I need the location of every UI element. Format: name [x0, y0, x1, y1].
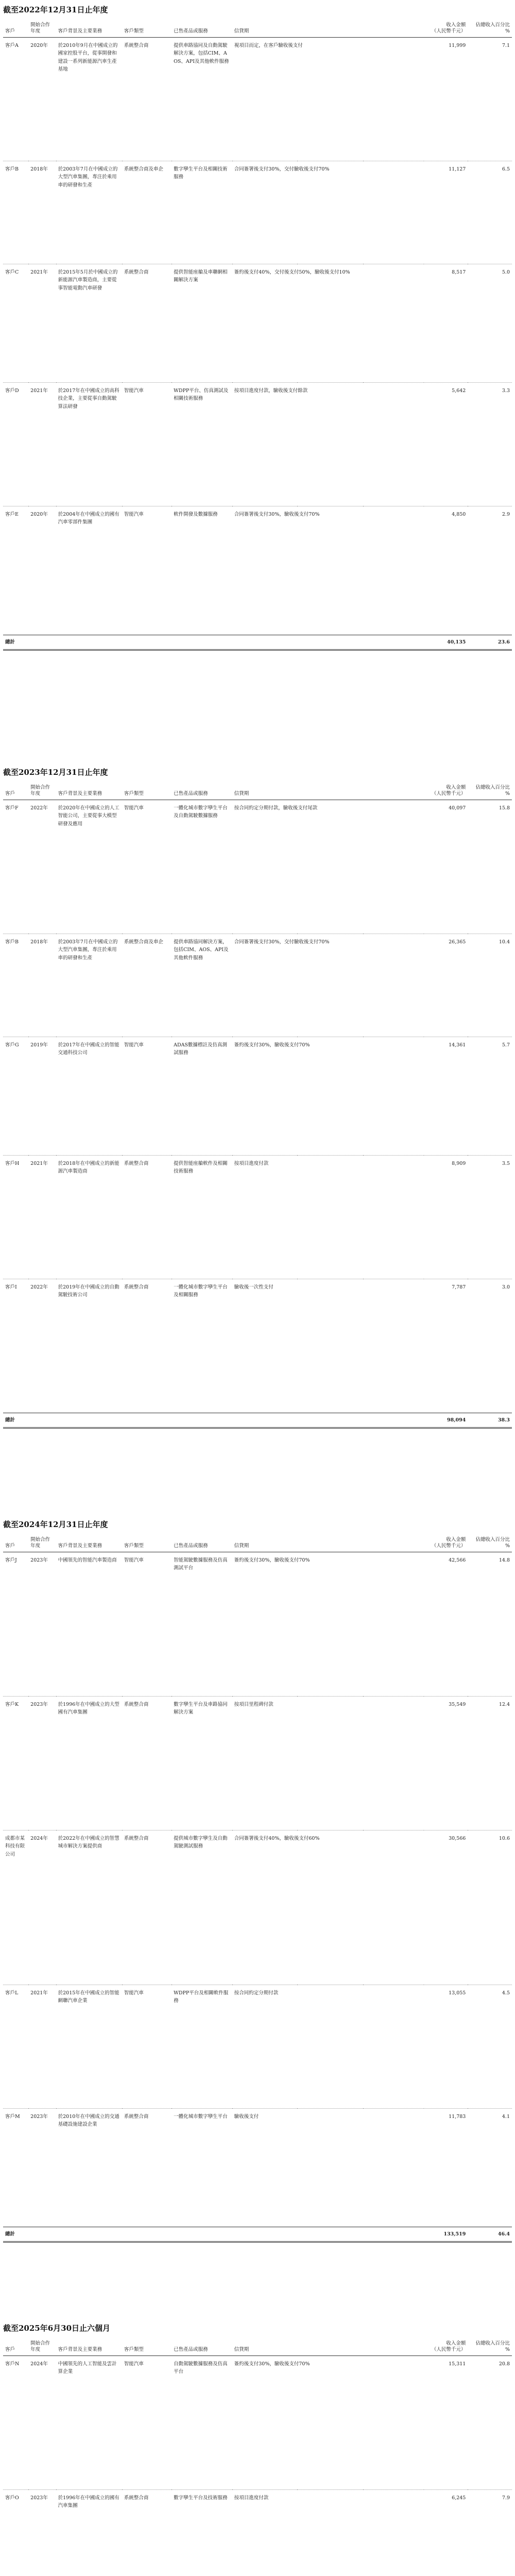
cell-revenue: 8,909: [424, 1156, 468, 1279]
customer-section: [0, 2323, 515, 2576]
table-row: [3, 506, 512, 635]
total-share: 46.4: [468, 2227, 512, 2242]
cell-credit-terms: 合同簽署後支付40%，驗收後支付60%: [232, 1831, 424, 1985]
cell-credit-terms: 簽約後支付30%，驗收後支付70%: [232, 2356, 424, 2490]
section-title: 截至2025年6月30日止六個月: [3, 2324, 111, 2333]
header-background-label: 客戶背景及主要業務: [58, 28, 102, 35]
cell-year: 2022年: [28, 800, 56, 934]
header-year: [28, 784, 56, 800]
header-share-label: 佔總收入百分比: [475, 1536, 510, 1543]
header-spacer: [363, 1536, 424, 1552]
header-products-label: 已售產品或服務: [174, 2347, 208, 2353]
header-year: [28, 21, 56, 38]
cell-customer-type: 系統整合商: [122, 1156, 171, 1279]
header-share: [468, 21, 512, 38]
header-year-label: 開始合作年度: [30, 22, 50, 35]
total-share: 23.6: [468, 635, 512, 650]
cell-year: 2023年: [28, 1552, 56, 1697]
cell-products: 提供智能座艙及車聯網相關解決方案: [171, 264, 232, 383]
header-spacer: [363, 21, 424, 38]
cell-share: 14.8: [468, 1552, 512, 1697]
cell-background: 於1996年在中國成立的國有汽車集團: [56, 2490, 122, 2576]
cell-credit-terms: 按項目里程碑付款: [232, 1697, 424, 1831]
cell-products: 數字孿生平台及相關技術服務: [171, 161, 232, 264]
cell-customer-type: 系統整合商及車企: [122, 161, 171, 264]
header-background: [56, 1536, 122, 1552]
cell-customer: 客戶D: [3, 383, 28, 506]
header-year-label: 開始合作年度: [30, 2340, 50, 2353]
cell-credit-terms: 視項目而定，在客戶驗收後支付: [232, 38, 424, 161]
header-revenue: [424, 2340, 468, 2356]
cell-customer-type: 智能汽車: [122, 800, 171, 934]
cell-background: 於2018年在中國成立的新能源汽車製造商: [56, 1156, 122, 1279]
total-revenue: 98,094: [424, 1413, 468, 1428]
cell-share: 3.5: [468, 1156, 512, 1279]
cell-credit-terms: 按項目進度付款: [232, 1156, 424, 1279]
header-products: [171, 2340, 232, 2356]
cell-year: 2021年: [28, 264, 56, 383]
header-products-label: 已售產品或服務: [174, 28, 208, 35]
total-label: 總計: [3, 2227, 424, 2242]
cell-year: 2021年: [28, 383, 56, 506]
header-revenue: [424, 784, 468, 800]
section-title: 截至2022年12月31日止年度: [3, 5, 108, 14]
cell-credit-terms: 按項目進度付款: [232, 2490, 424, 2576]
header-share-label: 佔總收入百分比: [475, 22, 510, 28]
header-year: [28, 2340, 56, 2356]
cell-customer: 客戶B: [3, 934, 28, 1037]
cell-revenue: 42,566: [424, 1552, 468, 1697]
header-share-unit: %: [505, 28, 510, 35]
cell-customer: 客戶M: [3, 2109, 28, 2227]
cell-share: 4.5: [468, 1985, 512, 2109]
cell-background: 於2010年在中國成立的交通基礎設施建設企業: [56, 2109, 122, 2227]
header-revenue-unit: （人民幣千元）: [431, 2347, 466, 2353]
cell-customer-type: 系統整合商: [122, 1831, 171, 1985]
customer-table: [3, 2340, 512, 2576]
customer-section: [0, 4, 515, 651]
header-share: [468, 2340, 512, 2356]
cell-credit-terms: 簽約後支付40%，交付後支付50%，驗收後支付10%: [232, 264, 424, 383]
cell-background: 於2017年在中國成立的智能交通科技公司: [56, 1037, 122, 1156]
cell-credit-terms: 按合同約定分期付款: [232, 1985, 424, 2109]
cell-revenue: 7,787: [424, 1279, 468, 1413]
header-customer-label: 客戶: [5, 28, 15, 35]
customer-section: [0, 767, 515, 1429]
cell-revenue: 11,999: [424, 38, 468, 161]
cell-products: 數字孿生平台及車路協同解決方案: [171, 1697, 232, 1831]
cell-customer: 客戶H: [3, 1156, 28, 1279]
cell-share: 7.1: [468, 38, 512, 161]
total-share: 38.3: [468, 1413, 512, 1428]
cell-share: 6.5: [468, 161, 512, 264]
cell-products: WDPP平台、仿真測試及相關技術服務: [171, 383, 232, 506]
cell-year: 2021年: [28, 1156, 56, 1279]
header-revenue-label: 收入金額: [446, 22, 466, 28]
header-customer-type-label: 客戶類型: [124, 791, 144, 797]
total-label: 總計: [3, 1413, 424, 1428]
header-revenue-unit: （人民幣千元）: [431, 791, 466, 797]
cell-year: 2023年: [28, 1697, 56, 1831]
cell-share: 5.0: [468, 264, 512, 383]
table-row: [3, 1985, 512, 2109]
cell-year: 2019年: [28, 1037, 56, 1156]
cell-customer: 成都市某科技有限公司: [3, 1831, 28, 1985]
cell-revenue: 14,361: [424, 1037, 468, 1156]
cell-customer-type: 系統整合商: [122, 1279, 171, 1413]
total-revenue: 133,519: [424, 2227, 468, 2242]
header-share: [468, 784, 512, 800]
header-year-label: 開始合作年度: [30, 1536, 50, 1549]
cell-revenue: 8,517: [424, 264, 468, 383]
cell-products: 軟件開發及數據服務: [171, 506, 232, 635]
header-revenue-label: 收入金額: [446, 1536, 466, 1543]
cell-products: 智能駕駛數據服務及仿真測試平台: [171, 1552, 232, 1697]
cell-background: 於1996年在中國成立的大型國有汽車集團: [56, 1697, 122, 1831]
cell-year: 2022年: [28, 1279, 56, 1413]
header-background: [56, 21, 122, 38]
cell-customer: 客戶J: [3, 1552, 28, 1697]
cell-share: 3.3: [468, 383, 512, 506]
cell-customer: 客戶B: [3, 161, 28, 264]
header-credit-terms-label: 信貸期: [234, 791, 249, 797]
cell-customer-type: 系統整合商及車企: [122, 934, 171, 1037]
cell-products: 一體化城市數字孿生平台及自動駕駛數據服務: [171, 800, 232, 934]
cell-revenue: 5,642: [424, 383, 468, 506]
customer-table: [3, 21, 512, 651]
cell-customer-type: 系統整合商: [122, 38, 171, 161]
cell-year: 2018年: [28, 934, 56, 1037]
cell-customer-type: 智能汽車: [122, 1985, 171, 2109]
cell-credit-terms: 合同簽署後支付30%，驗收後支付70%: [232, 506, 424, 635]
header-products: [171, 21, 232, 38]
cell-share: 4.1: [468, 2109, 512, 2227]
header-customer-label: 客戶: [5, 1543, 15, 1549]
cell-credit-terms: 驗收後支付: [232, 2109, 424, 2227]
cell-customer-type: 智能汽車: [122, 2356, 171, 2490]
cell-customer-type: 系統整合商: [122, 1697, 171, 1831]
header-products-label: 已售產品或服務: [174, 791, 208, 797]
cell-background: 於2020年在中國成立的人工智能公司，主要從事大模型研發及應用: [56, 800, 122, 934]
cell-revenue: 15,311: [424, 2356, 468, 2490]
header-customer-type: [122, 2340, 171, 2356]
cell-share: 2.9: [468, 506, 512, 635]
header-spacer: [297, 1536, 363, 1552]
header-background: [56, 2340, 122, 2356]
table-row: [3, 1279, 512, 1413]
table-header-row: [3, 2340, 512, 2356]
cell-products: WDPP平台及相關軟件服務: [171, 1985, 232, 2109]
cell-credit-terms: 驗收後一次性支付: [232, 1279, 424, 1413]
cell-share: 3.0: [468, 1279, 512, 1413]
cell-customer: 客戶E: [3, 506, 28, 635]
header-spacer: [297, 21, 363, 38]
cell-credit-terms: 按項目進度付款，驗收後支付餘款: [232, 383, 424, 506]
cell-customer: 客戶N: [3, 2356, 28, 2490]
cell-background: 於2017年在中國成立的高科技企業，主要從事自動駕駛算法研發: [56, 383, 122, 506]
cell-credit-terms: 簽約後支付30%，驗收後支付70%: [232, 1037, 424, 1156]
cell-products: 一體化城市數字孿生平台: [171, 2109, 232, 2227]
cell-year: 2024年: [28, 1831, 56, 1985]
table-row: [3, 1037, 512, 1156]
cell-background: 於2015年在中國成立的智能網聯汽車企業: [56, 1985, 122, 2109]
cell-background: 於2003年7月在中國成立的大型汽車集團，專注於乘用車的研發和生產: [56, 934, 122, 1037]
cell-credit-terms: 合同簽署後支付30%，交付驗收後支付70%: [232, 161, 424, 264]
header-background: [56, 784, 122, 800]
cell-year: 2020年: [28, 506, 56, 635]
cell-credit-terms: 合同簽署後支付30%，交付驗收後支付70%: [232, 934, 424, 1037]
cell-year: 2020年: [28, 38, 56, 161]
table-row: [3, 1552, 512, 1697]
total-revenue: 40,135: [424, 635, 468, 650]
table-row: [3, 2490, 512, 2576]
header-share-unit: %: [505, 2347, 510, 2353]
cell-customer: 客戶C: [3, 264, 28, 383]
total-row: [3, 2227, 512, 2242]
table-header-row: [3, 21, 512, 38]
table-row: [3, 38, 512, 161]
cell-customer-type: 智能汽車: [122, 1037, 171, 1156]
header-revenue-unit: （人民幣千元）: [431, 1543, 466, 1549]
total-row: [3, 1413, 512, 1428]
header-customer-label: 客戶: [5, 2347, 15, 2353]
header-year-label: 開始合作年度: [30, 784, 50, 797]
cell-share: 20.8: [468, 2356, 512, 2490]
header-background-label: 客戶背景及主要業務: [58, 791, 102, 797]
header-spacer: [363, 784, 424, 800]
header-credit-terms-label: 信貸期: [234, 1543, 249, 1549]
table-header-row: [3, 1536, 512, 1552]
cell-products: 一體化城市數字孿生平台及相關服務: [171, 1279, 232, 1413]
header-customer: [3, 1536, 28, 1552]
cell-products: 提供城市數字孿生及自動駕駛測試服務: [171, 1831, 232, 1985]
cell-revenue: 11,127: [424, 161, 468, 264]
cell-revenue: 30,566: [424, 1831, 468, 1985]
cell-share: 12.4: [468, 1697, 512, 1831]
header-customer-type: [122, 21, 171, 38]
header-customer: [3, 2340, 28, 2356]
header-background-label: 客戶背景及主要業務: [58, 2347, 102, 2353]
section-title: 截至2023年12月31日止年度: [3, 768, 108, 777]
cell-revenue: 35,549: [424, 1697, 468, 1831]
table-row: [3, 1156, 512, 1279]
cell-share: 5.7: [468, 1037, 512, 1156]
header-products: [171, 784, 232, 800]
header-spacer: [297, 2340, 363, 2356]
cell-revenue: 40,097: [424, 800, 468, 934]
cell-background: 於2015年5月於中國成立的新能源汽車製造商，主要從事智能電動汽車研發: [56, 264, 122, 383]
cell-customer-type: 智能汽車: [122, 1552, 171, 1697]
cell-customer: 客戶O: [3, 2490, 28, 2576]
table-row: [3, 1831, 512, 1985]
cell-products: ADAS數據標註及仿真測試服務: [171, 1037, 232, 1156]
header-share-unit: %: [505, 791, 510, 797]
header-customer-type-label: 客戶類型: [124, 1543, 144, 1549]
cell-year: 2023年: [28, 2109, 56, 2227]
table-row: [3, 2356, 512, 2490]
cell-customer: 客戶A: [3, 38, 28, 161]
cell-products: 提供智能座艙軟件及相關技術服務: [171, 1156, 232, 1279]
section-title: 截至2024年12月31日止年度: [3, 1520, 108, 1529]
cell-revenue: 13,055: [424, 1985, 468, 2109]
cell-customer-type: 智能汽車: [122, 506, 171, 635]
header-background-label: 客戶背景及主要業務: [58, 1543, 102, 1549]
cell-revenue: 6,245: [424, 2490, 468, 2576]
header-customer: [3, 784, 28, 800]
cell-year: 2021年: [28, 1985, 56, 2109]
header-share: [468, 1536, 512, 1552]
table-row: [3, 1697, 512, 1831]
cell-year: 2018年: [28, 161, 56, 264]
header-credit-terms: [232, 21, 297, 38]
cell-customer: 客戶F: [3, 800, 28, 934]
customer-table: [3, 1536, 512, 2243]
cell-background: 中國領先的人工智能及雲計算企業: [56, 2356, 122, 2490]
cell-customer-type: 智能汽車: [122, 383, 171, 506]
cell-year: 2023年: [28, 2490, 56, 2576]
cell-customer: 客戶I: [3, 1279, 28, 1413]
table-row: [3, 383, 512, 506]
cell-customer: 客戶G: [3, 1037, 28, 1156]
header-products: [171, 1536, 232, 1552]
header-share-unit: %: [505, 1543, 510, 1549]
cell-share: 10.4: [468, 934, 512, 1037]
header-revenue: [424, 1536, 468, 1552]
table-header-row: [3, 784, 512, 800]
cell-customer: 客戶K: [3, 1697, 28, 1831]
cell-credit-terms: 按合同約定分期付款，驗收後支付尾款: [232, 800, 424, 934]
header-customer-type-label: 客戶類型: [124, 2347, 144, 2353]
cell-revenue: 4,850: [424, 506, 468, 635]
table-row: [3, 161, 512, 264]
header-revenue-label: 收入金額: [446, 2340, 466, 2346]
cell-credit-terms: 簽約後支付30%，驗收後支付70%: [232, 1552, 424, 1697]
header-customer-type: [122, 1536, 171, 1552]
cell-revenue: 11,783: [424, 2109, 468, 2227]
header-credit-terms-label: 信貸期: [234, 28, 249, 35]
header-spacer: [297, 784, 363, 800]
cell-customer: 客戶L: [3, 1985, 28, 2109]
total-label: 總計: [3, 635, 424, 650]
cell-products: 提供車路協同及自動駕駛解決方案，包括CIM、AOS、API及其他軟件服務: [171, 38, 232, 161]
header-revenue-unit: （人民幣千元）: [431, 28, 466, 35]
header-customer-type: [122, 784, 171, 800]
cell-background: 於2022年在中國成立的智慧城市解決方案提供商: [56, 1831, 122, 1985]
cell-share: 15.8: [468, 800, 512, 934]
header-customer-type-label: 客戶類型: [124, 28, 144, 35]
cell-background: 中國領先的智能汽車製造商: [56, 1552, 122, 1697]
header-customer-label: 客戶: [5, 791, 15, 797]
cell-share: 7.9: [468, 2490, 512, 2576]
total-row: [3, 635, 512, 650]
cell-background: 於2003年7月在中國成立的大型汽車集團，專注於乘用車的研發和生產: [56, 161, 122, 264]
header-customer: [3, 21, 28, 38]
table-row: [3, 264, 512, 383]
header-revenue: [424, 21, 468, 38]
cell-revenue: 26,365: [424, 934, 468, 1037]
table-row: [3, 934, 512, 1037]
header-share-label: 佔總收入百分比: [475, 784, 510, 790]
cell-customer-type: 系統整合商: [122, 2490, 171, 2576]
header-spacer: [363, 2340, 424, 2356]
cell-products: 自動駕駛數據服務及仿真平台: [171, 2356, 232, 2490]
header-credit-terms: [232, 1536, 297, 1552]
cell-products: 數字孿生平台及技術服務: [171, 2490, 232, 2576]
table-row: [3, 2109, 512, 2227]
table-row: [3, 800, 512, 934]
header-revenue-label: 收入金額: [446, 784, 466, 790]
header-credit-terms-label: 信貸期: [234, 2347, 249, 2353]
cell-products: 提供車路協同解決方案，包括CIM、AOS、API及其他軟件服務: [171, 934, 232, 1037]
header-credit-terms: [232, 2340, 297, 2356]
header-products-label: 已售產品或服務: [174, 1543, 208, 1549]
header-share-label: 佔總收入百分比: [475, 2340, 510, 2346]
header-year: [28, 1536, 56, 1552]
cell-customer-type: 系統整合商: [122, 2109, 171, 2227]
customer-table: [3, 784, 512, 1429]
cell-year: 2024年: [28, 2356, 56, 2490]
customer-section: [0, 1519, 515, 2243]
header-credit-terms: [232, 784, 297, 800]
cell-background: 於2019年在中國成立的自動駕駛技術公司: [56, 1279, 122, 1413]
cell-background: 於2004年在中國成立的國有汽車零部件集團: [56, 506, 122, 635]
cell-share: 10.6: [468, 1831, 512, 1985]
cell-background: 於2010年9月在中國成立的國家控股平台，從事開發和建設一系列新能源汽車生產基地: [56, 38, 122, 161]
cell-customer-type: 系統整合商: [122, 264, 171, 383]
